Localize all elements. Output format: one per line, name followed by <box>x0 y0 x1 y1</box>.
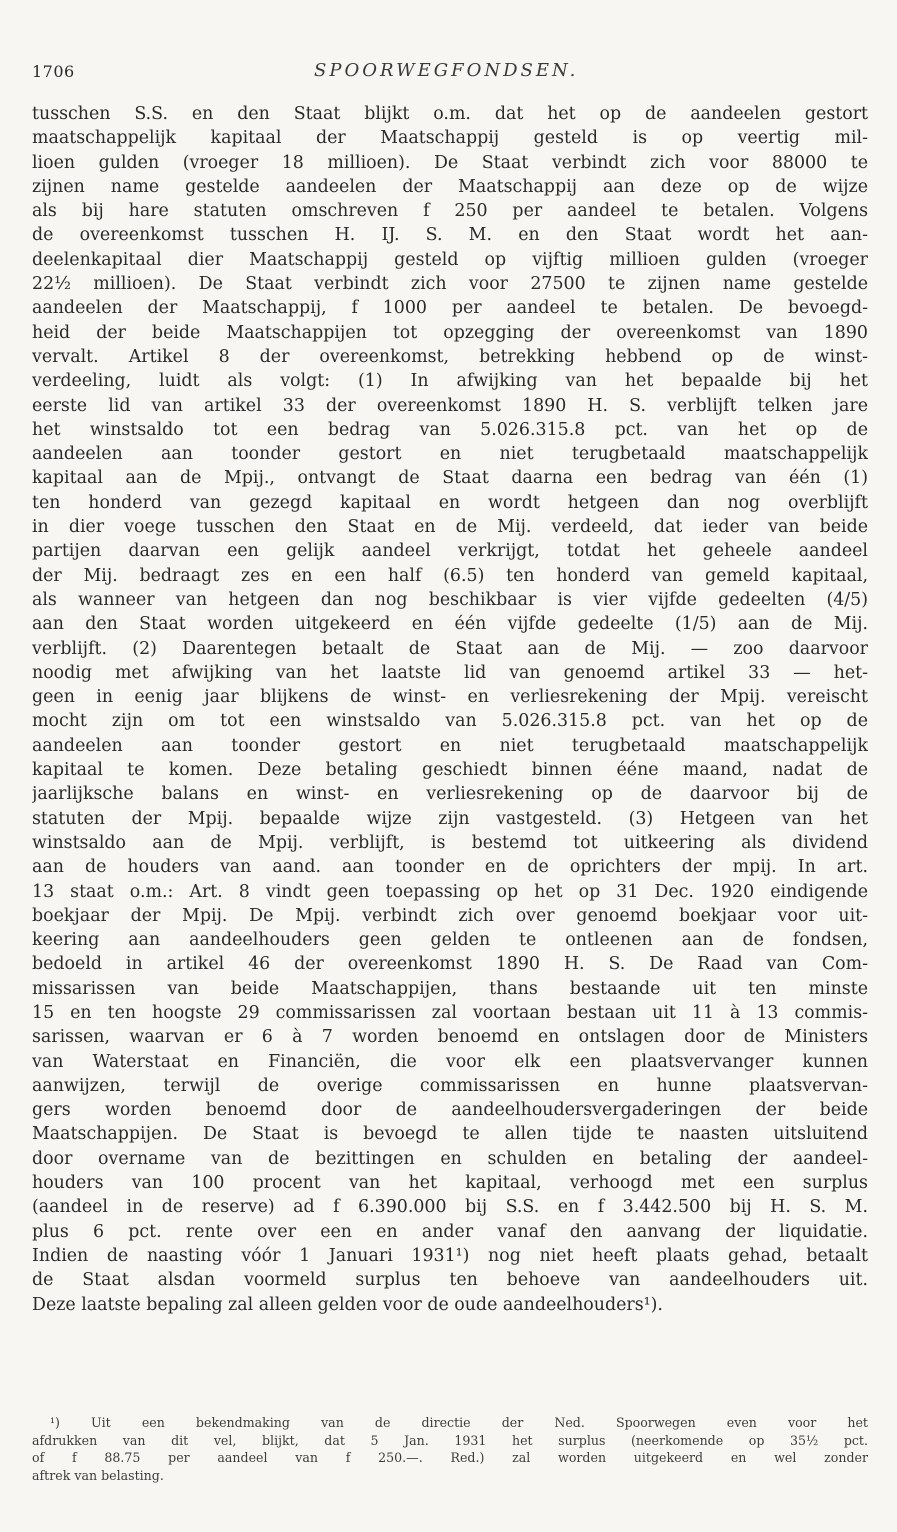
text-line: missarissen van beide Maatschappijen, thans bestaande uit ten minste <box>32 978 868 999</box>
text-line: aandeelen der Maatschappij, f 1000 per aandeel te betalen. De bevoegd- <box>32 298 868 319</box>
text-line: geen in eenig jaar blijkens de winst- en verliesrekening der Mpij. vereischt <box>32 687 868 708</box>
text-line: vervalt. Artikel 8 der overeenkomst, betrekking hebbend op de winst- <box>32 346 868 367</box>
text-line: 15 en ten hoogste 29 commissarissen zal voortaan bestaan uit 11 à 13 commis- <box>32 1002 868 1023</box>
text-line: houders van 100 procent van het kapitaal, verhoogd met een surplus <box>32 1173 868 1194</box>
text-line: sarissen, waarvan er 6 à 7 worden benoemd en ontslagen door de Ministers <box>32 1027 868 1048</box>
text-line: jaarlijksche balans en winst- en verliesrekening op de daarvoor bij de <box>32 784 868 805</box>
footnote-line: of f 88.75 per aandeel van f 250.—. Red.) zal worden uitgekeerd en wel zonder <box>32 1450 868 1466</box>
footnotes <box>32 1414 868 1484</box>
text-line: noodig met afwijking van het laatste lid van genoemd artikel 33 — het- <box>32 662 868 683</box>
text-line: Maatschappijen. De Staat is bevoegd te allen tijde te naasten uitsluitend <box>32 1124 868 1145</box>
footnote-line: ¹) Uit een bekendmaking van de directie der Ned. Spoorwegen even voor het <box>50 1415 868 1430</box>
text-line: in dier voege tusschen den Staat en de Mij. verdeeld, dat ieder van beide <box>32 517 868 538</box>
text-line: de overeenkomst tusschen H. IJ. S. M. en den Staat wordt het aan- <box>32 225 868 246</box>
text-line: door overname van de bezittingen en schulden en betaling der aandeel- <box>32 1148 868 1169</box>
text-line: 13 staat o.m.: Art. 8 vindt geen toepassing op het op 31 Dec. 1920 eindigende <box>32 881 868 902</box>
text-line: bedoeld in artikel 46 der overeenkomst 1890 H. S. De Raad van Com- <box>32 954 868 975</box>
text-line: aan de houders van aand. aan toonder en de oprichters der mpij. In art. <box>32 857 868 878</box>
text-line: deelenkapitaal dier Maatschappij gesteld op vijftig millioen gulden (vroeger <box>32 249 868 270</box>
text-line: van Waterstaat en Financiën, die voor elk een plaatsvervanger kunnen <box>32 1051 868 1072</box>
text-line: verblijft. (2) Daarentegen betaalt de Staat aan de Mij. — zoo daarvoor <box>32 638 868 659</box>
text-line: winstsaldo aan de Mpij. verblijft, is bestemd tot uitkeering als dividend <box>32 832 868 853</box>
text-line: tusschen S.S. en den Staat blijkt o.m. dat het op de aandeelen gestort <box>32 104 868 124</box>
text-line: aandeelen aan toonder gestort en niet terugbetaald maatschappelijk <box>32 735 868 756</box>
text-line: kapitaal te komen. Deze betaling geschiedt binnen ééne maand, nadat de <box>32 760 868 781</box>
page-header <box>32 58 867 88</box>
text-line: als wanneer van hetgeen dan nog beschikbaar is vier vijfde gedeelten (4/5) <box>32 589 868 610</box>
text-line: het winstsaldo tot een bedrag van 5.026.315.8 pct. van het op de <box>32 419 868 440</box>
text-line: Deze laatste bepaling zal alleen gelden voor de oude aandeelhouders¹). <box>32 1294 663 1315</box>
text-line: lioen gulden (vroeger 18 millioen). De Staat verbindt zich voor 88000 te <box>32 152 868 173</box>
text-line: Indien de naasting vóór 1 Januari 1931¹) nog niet heeft plaats gehad, betaalt <box>32 1245 868 1266</box>
text-line: der Mij. bedraagt zes en een half (6.5) ten honderd van gemeld kapitaal, <box>32 565 868 586</box>
text-line: plus 6 pct. rente over een en ander vanaf den aanvang der liquidatie. <box>32 1221 868 1242</box>
text-line: aandeelen aan toonder gestort en niet terugbetaald maatschappelijk <box>32 444 868 465</box>
text-line: aanwijzen, terwijl de overige commissarissen en hunne plaatsvervan- <box>32 1075 868 1096</box>
text-line: zijnen name gestelde aandeelen der Maatschappij aan deze op de wijze <box>32 176 868 197</box>
text-line: ten honderd van gezegd kapitaal en wordt hetgeen dan nog overblijft <box>32 492 868 513</box>
text-line: verdeeling, luidt als volgt: (1) In afwijking van het bepaalde bij het <box>32 371 868 392</box>
footnote-line: aftrek van belasting. <box>32 1467 164 1483</box>
text-line: gers worden benoemd door de aandeelhoudersvergaderingen der beide <box>32 1100 868 1121</box>
footnote-line: afdrukken van dit vel, blijkt, dat 5 Jan. 1931 het surplus (neerkomende op 35½ pct. <box>32 1432 868 1448</box>
text-line: heid der beide Maatschappijen tot opzegging der overeenkomst van 1890 <box>32 322 868 343</box>
page-number: 1706 <box>32 62 75 81</box>
running-title: SPOORWEGFONDSEN. <box>314 60 579 81</box>
text-line: (aandeel in de reserve) ad f 6.390.000 bij S.S. en f 3.442.500 bij H. S. M. <box>32 1197 868 1218</box>
text-line: de Staat alsdan voormeld surplus ten behoeve van aandeelhouders uit. <box>32 1270 868 1291</box>
text-line: als bij hare statuten omschreven f 250 per aandeel te betalen. Volgens <box>32 201 868 222</box>
text-line: keering aan aandeelhouders geen gelden te ontleenen aan de fondsen, <box>32 930 868 951</box>
text-line: eerste lid van artikel 33 der overeenkomst 1890 H. S. verblijft telken jare <box>32 395 868 416</box>
text-line: boekjaar der Mpij. De Mpij. verbindt zich over genoemd boekjaar voor uit- <box>32 905 868 926</box>
footnote-separator <box>32 1410 868 1411</box>
text-line: statuten der Mpij. bepaalde wijze zijn vastgesteld. (3) Hetgeen van het <box>32 808 868 829</box>
body-text <box>32 102 868 1317</box>
text-line: maatschappelijk kapitaal der Maatschappij gesteld is op veertig mil- <box>32 128 868 149</box>
text-line: kapitaal aan de Mpij., ontvangt de Staat daarna een bedrag van één (1) <box>32 468 868 489</box>
text-line: 22½ millioen). De Staat verbindt zich voor 27500 te zijnen name gestelde <box>32 274 868 295</box>
text-line: partijen daarvan een gelijk aandeel verkrijgt, totdat het geheele aandeel <box>32 541 868 562</box>
text-line: mocht zijn om tot een winstsaldo van 5.026.315.8 pct. van het op de <box>32 711 868 732</box>
text-line: aan den Staat worden uitgekeerd en één vijfde gedeelte (1/5) aan de Mij. <box>32 614 868 635</box>
